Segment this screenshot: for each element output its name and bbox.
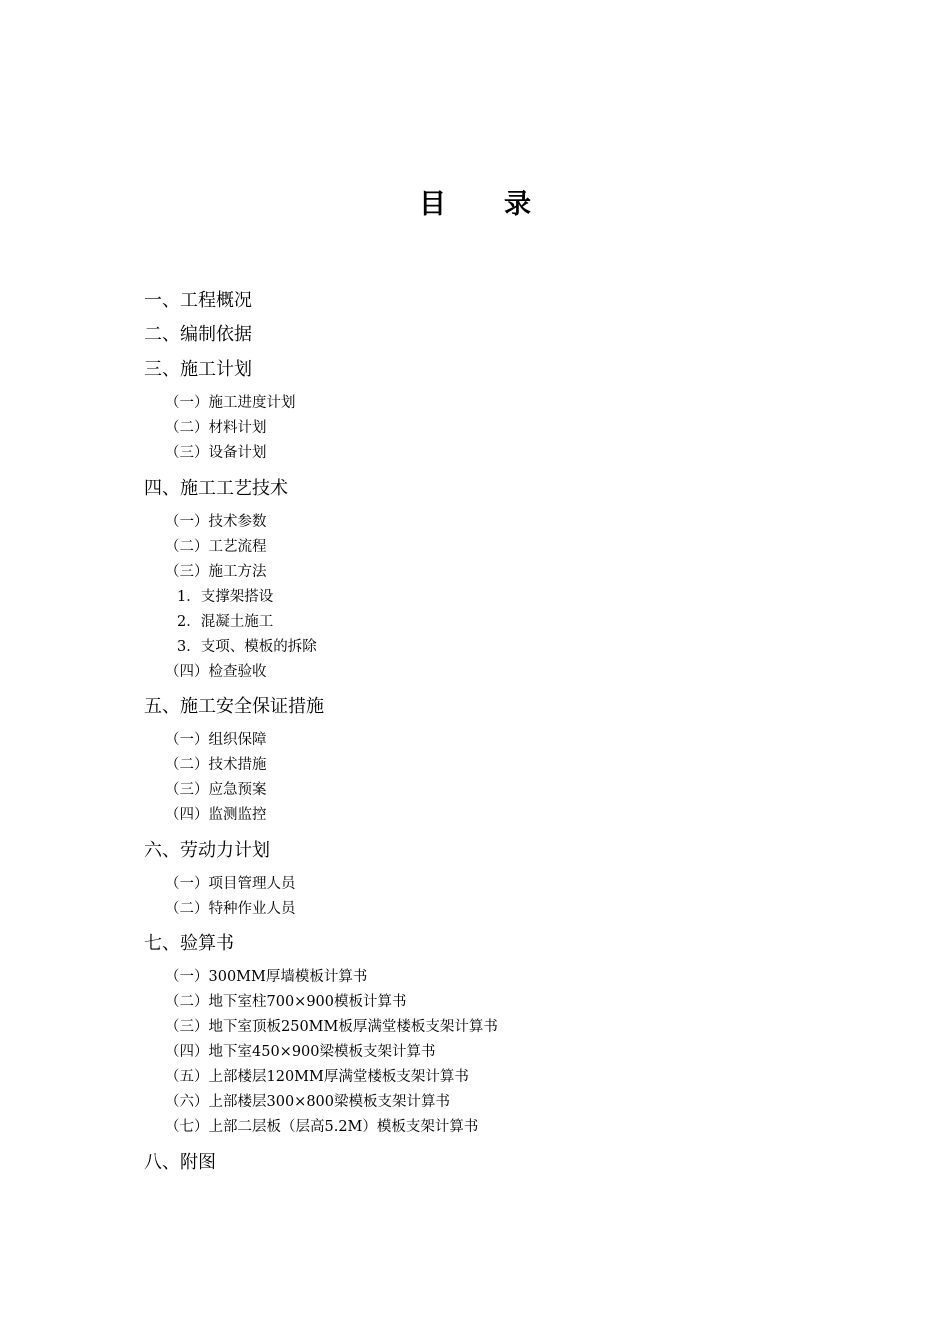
toc-subsection-7-4: （四）地下室450×900梁模板支架计算书: [165, 1044, 436, 1060]
toc-subsection-4-4: （四）检查验收: [165, 664, 267, 680]
toc-section-6: 六、劳动力计划: [144, 840, 270, 861]
toc-item-4-3-2: 2．混凝土施工: [177, 614, 274, 630]
toc-subsection-5-1: （一）组织保障: [165, 732, 267, 748]
toc-subsection-3-1: （一）施工进度计划: [165, 395, 296, 411]
toc-section-8: 八、附图: [144, 1152, 216, 1173]
toc-section-5: 五、施工安全保证措施: [144, 696, 324, 717]
toc-subsection-4-3: （三）施工方法: [165, 564, 267, 580]
toc-subsection-5-4: （四）监测监控: [165, 807, 267, 823]
toc-subsection-5-2: （二）技术措施: [165, 757, 267, 773]
toc-section-1: 一、工程概况: [144, 290, 252, 311]
toc-section-4: 四、施工工艺技术: [144, 478, 288, 499]
toc-section-3: 三、施工计划: [144, 359, 252, 380]
toc-item-4-3-1: 1．支撑架搭设: [177, 589, 274, 605]
toc-subsection-3-2: （二）材料计划: [165, 420, 267, 436]
toc-subsection-6-1: （一）项目管理人员: [165, 876, 296, 892]
title-char-2: 录: [504, 189, 531, 220]
toc-subsection-7-6: （六）上部楼层300×800梁模板支架计算书: [165, 1094, 451, 1110]
toc-section-2: 二、编制依据: [144, 324, 252, 345]
toc-subsection-4-2: （二）工艺流程: [165, 539, 267, 555]
toc-subsection-5-3: （三）应急预案: [165, 782, 267, 798]
toc-subsection-7-5: （五）上部楼层120MM厚满堂楼板支架计算书: [165, 1069, 469, 1085]
toc-subsection-6-2: （二）特种作业人员: [165, 901, 296, 917]
toc-subsection-4-1: （一）技术参数: [165, 514, 267, 530]
toc-subsection-3-3: （三）设备计划: [165, 445, 267, 461]
title-char-1: 目: [419, 189, 446, 220]
toc-subsection-7-1: （一）300MM厚墙模板计算书: [165, 969, 368, 985]
toc-item-4-3-3: 3．支项、模板的拆除: [177, 639, 317, 655]
toc-subsection-7-7: （七）上部二层板（层高5.2M）模板支架计算书: [165, 1119, 479, 1135]
toc-section-7: 七、验算书: [144, 933, 234, 954]
toc-subsection-7-3: （三）地下室顶板250MM板厚满堂楼板支架计算书: [165, 1019, 498, 1035]
toc-subsection-7-2: （二）地下室柱700×900模板计算书: [165, 994, 407, 1010]
